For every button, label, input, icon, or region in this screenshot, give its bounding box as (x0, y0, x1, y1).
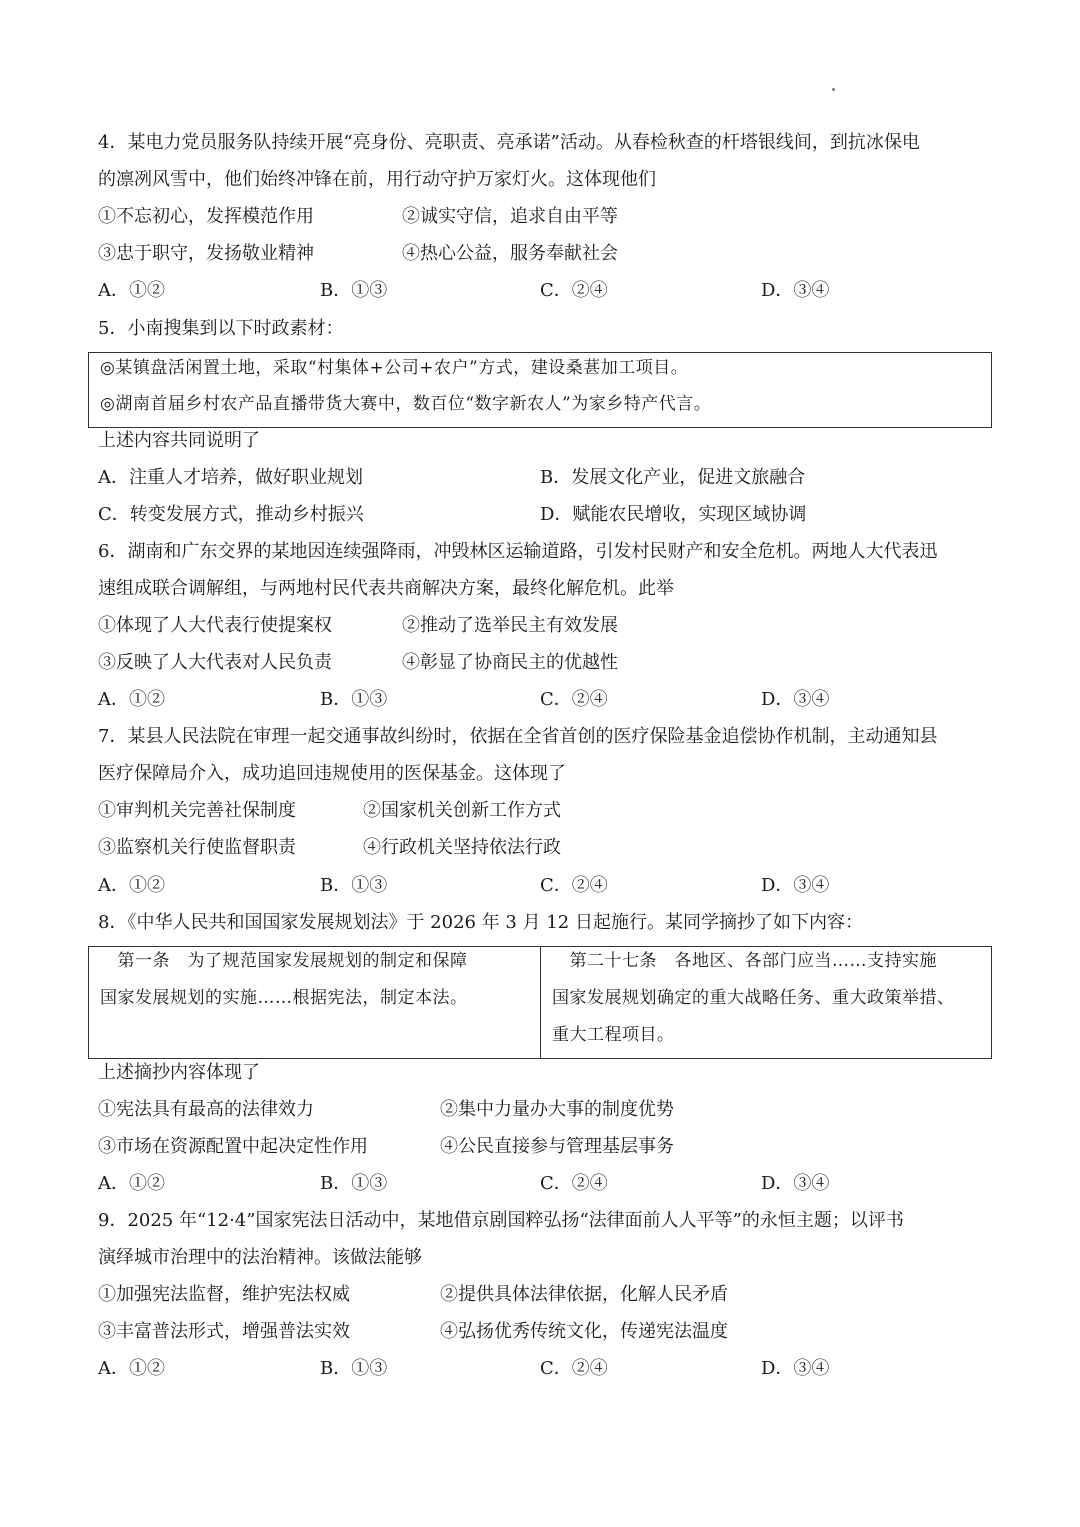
q5-option-a: A．注重人才培养，做好职业规划 (98, 467, 363, 488)
q4-stem-line-2: 的凛冽风雪中，他们始终冲锋在前，用行动守护万家灯火。这体现他们 (98, 169, 656, 190)
q8-option-c: C．②④ (540, 1173, 608, 1194)
q9-item-2: ②提供具体法律依据，化解人民矛盾 (440, 1284, 728, 1305)
q9-option-d: D．③④ (761, 1358, 830, 1379)
q8-item-1: ①宪法具有最高的法律效力 (98, 1099, 314, 1120)
q9-option-b: B．①③ (320, 1358, 388, 1379)
q7-item-2: ②国家机关创新工作方式 (363, 800, 561, 821)
q6-stem-line-1: 6．湖南和广东交界的某地因连续强降雨，冲毁林区运输道路，引发村民财产和安全危机。两地人大代表迅 (98, 541, 938, 562)
q4-option-b: B．①③ (320, 280, 388, 301)
q4-option-a: A．①② (98, 280, 165, 301)
exam-page (98, 0, 992, 1527)
q5-material-2: ◎湖南首届乡村农产品直播带货大赛中，数百位“数字新农人”为家乡特产代言。 (100, 394, 712, 414)
q4-item-4: ④热心公益，服务奉献社会 (402, 243, 618, 264)
q8-option-b: B．①③ (320, 1173, 388, 1194)
q6-option-b: B．①③ (320, 689, 388, 710)
q8-table-left-2: 国家发展规划的实施……根据宪法，制定本法。 (100, 988, 468, 1008)
q7-option-a: A．①② (98, 875, 165, 896)
q4-item-3: ③忠于职守，发扬敬业精神 (98, 243, 314, 264)
q7-option-c: C．②④ (540, 875, 608, 896)
q8-table-right-2: 国家发展规划确定的重大战略任务、重大政策举措、 (552, 988, 955, 1008)
q5-stem: 5．小南搜集到以下时政素材： (98, 318, 344, 339)
q9-option-a: A．①② (98, 1358, 165, 1379)
q7-stem-line-1: 7．某县人民法院在审理一起交通事故纠纷时，依据在全省首创的医疗保险基金追偿协作机制，主动通知县 (98, 726, 938, 747)
q9-stem-line-2: 演绎城市治理中的法治精神。该做法能够 (98, 1247, 422, 1268)
q6-option-d: D．③④ (761, 689, 830, 710)
q5-material-1: ◎某镇盘活闲置土地，采取“村集体+公司+农户”方式，建设桑葚加工项目。 (100, 358, 689, 378)
q8-followup: 上述摘抄内容体现了 (98, 1062, 260, 1083)
q7-item-3: ③监察机关行使监督职责 (98, 837, 296, 858)
q8-item-4: ④公民直接参与管理基层事务 (440, 1136, 674, 1157)
q7-item-4: ④行政机关坚持依法行政 (363, 837, 561, 858)
q4-item-1: ①不忘初心，发挥模范作用 (98, 206, 314, 227)
q4-item-2: ②诚实守信，追求自由平等 (402, 206, 618, 227)
q9-stem-line-1: 9．2025 年“12·4”国家宪法日活动中，某地借京剧国粹弘扬“法律面前人人平等”的永恒主题；以评书 (98, 1210, 904, 1231)
q5-followup: 上述内容共同说明了 (98, 430, 260, 451)
q4-option-d: D．③④ (761, 280, 830, 301)
scan-speck (832, 88, 835, 91)
q9-item-1: ①加强宪法监督，维护宪法权威 (98, 1284, 350, 1305)
q7-item-1: ①审判机关完善社保制度 (98, 800, 296, 821)
q4-option-c: C．②④ (540, 280, 608, 301)
q8-table-left-1: 第一条 为了规范国家发展规划的制定和保障 (100, 951, 468, 971)
q9-option-c: C．②④ (540, 1358, 608, 1379)
q6-item-1: ①体现了人大代表行使提案权 (98, 615, 332, 636)
q6-item-4: ④彰显了协商民主的优越性 (402, 652, 618, 673)
q5-option-b: B．发展文化产业，促进文旅融合 (540, 467, 806, 488)
q8-stem: 8．《中华人民共和国国家发展规划法》于 2026 年 3 月 12 日起施行。某同学摘抄了如下内容： (98, 912, 863, 933)
q8-item-2: ②集中力量办大事的制度优势 (440, 1099, 674, 1120)
q6-option-a: A．①② (98, 689, 165, 710)
q7-stem-line-2: 医疗保障局介入，成功追回违规使用的医保基金。这体现了 (98, 763, 566, 784)
q8-item-3: ③市场在资源配置中起决定性作用 (98, 1136, 368, 1157)
q7-option-b: B．①③ (320, 875, 388, 896)
q6-item-3: ③反映了人大代表对人民负责 (98, 652, 332, 673)
q6-option-c: C．②④ (540, 689, 608, 710)
q5-option-d: D．赋能农民增收，实现区域协调 (540, 504, 807, 525)
q9-item-4: ④弘扬优秀传统文化，传递宪法温度 (440, 1321, 728, 1342)
q8-table-right-3: 重大工程项目。 (552, 1025, 675, 1045)
q9-item-3: ③丰富普法形式，增强普法实效 (98, 1321, 350, 1342)
q6-item-2: ②推动了选举民主有效发展 (402, 615, 618, 636)
q4-stem-line-1: 4．某电力党员服务队持续开展“亮身份、亮职责、亮承诺”活动。从春检秋查的杆塔银线间，到抗冰保电 (98, 132, 920, 153)
q8-table-divider (540, 946, 541, 1059)
q6-stem-line-2: 速组成联合调解组，与两地村民代表共商解决方案，最终化解危机。此举 (98, 578, 674, 599)
q5-option-c: C．转变发展方式，推动乡村振兴 (98, 504, 364, 525)
q8-option-d: D．③④ (761, 1173, 830, 1194)
q8-option-a: A．①② (98, 1173, 165, 1194)
q7-option-d: D．③④ (761, 875, 830, 896)
q8-table-right-1: 第二十七条 各地区、各部门应当……支持实施 (552, 951, 937, 971)
